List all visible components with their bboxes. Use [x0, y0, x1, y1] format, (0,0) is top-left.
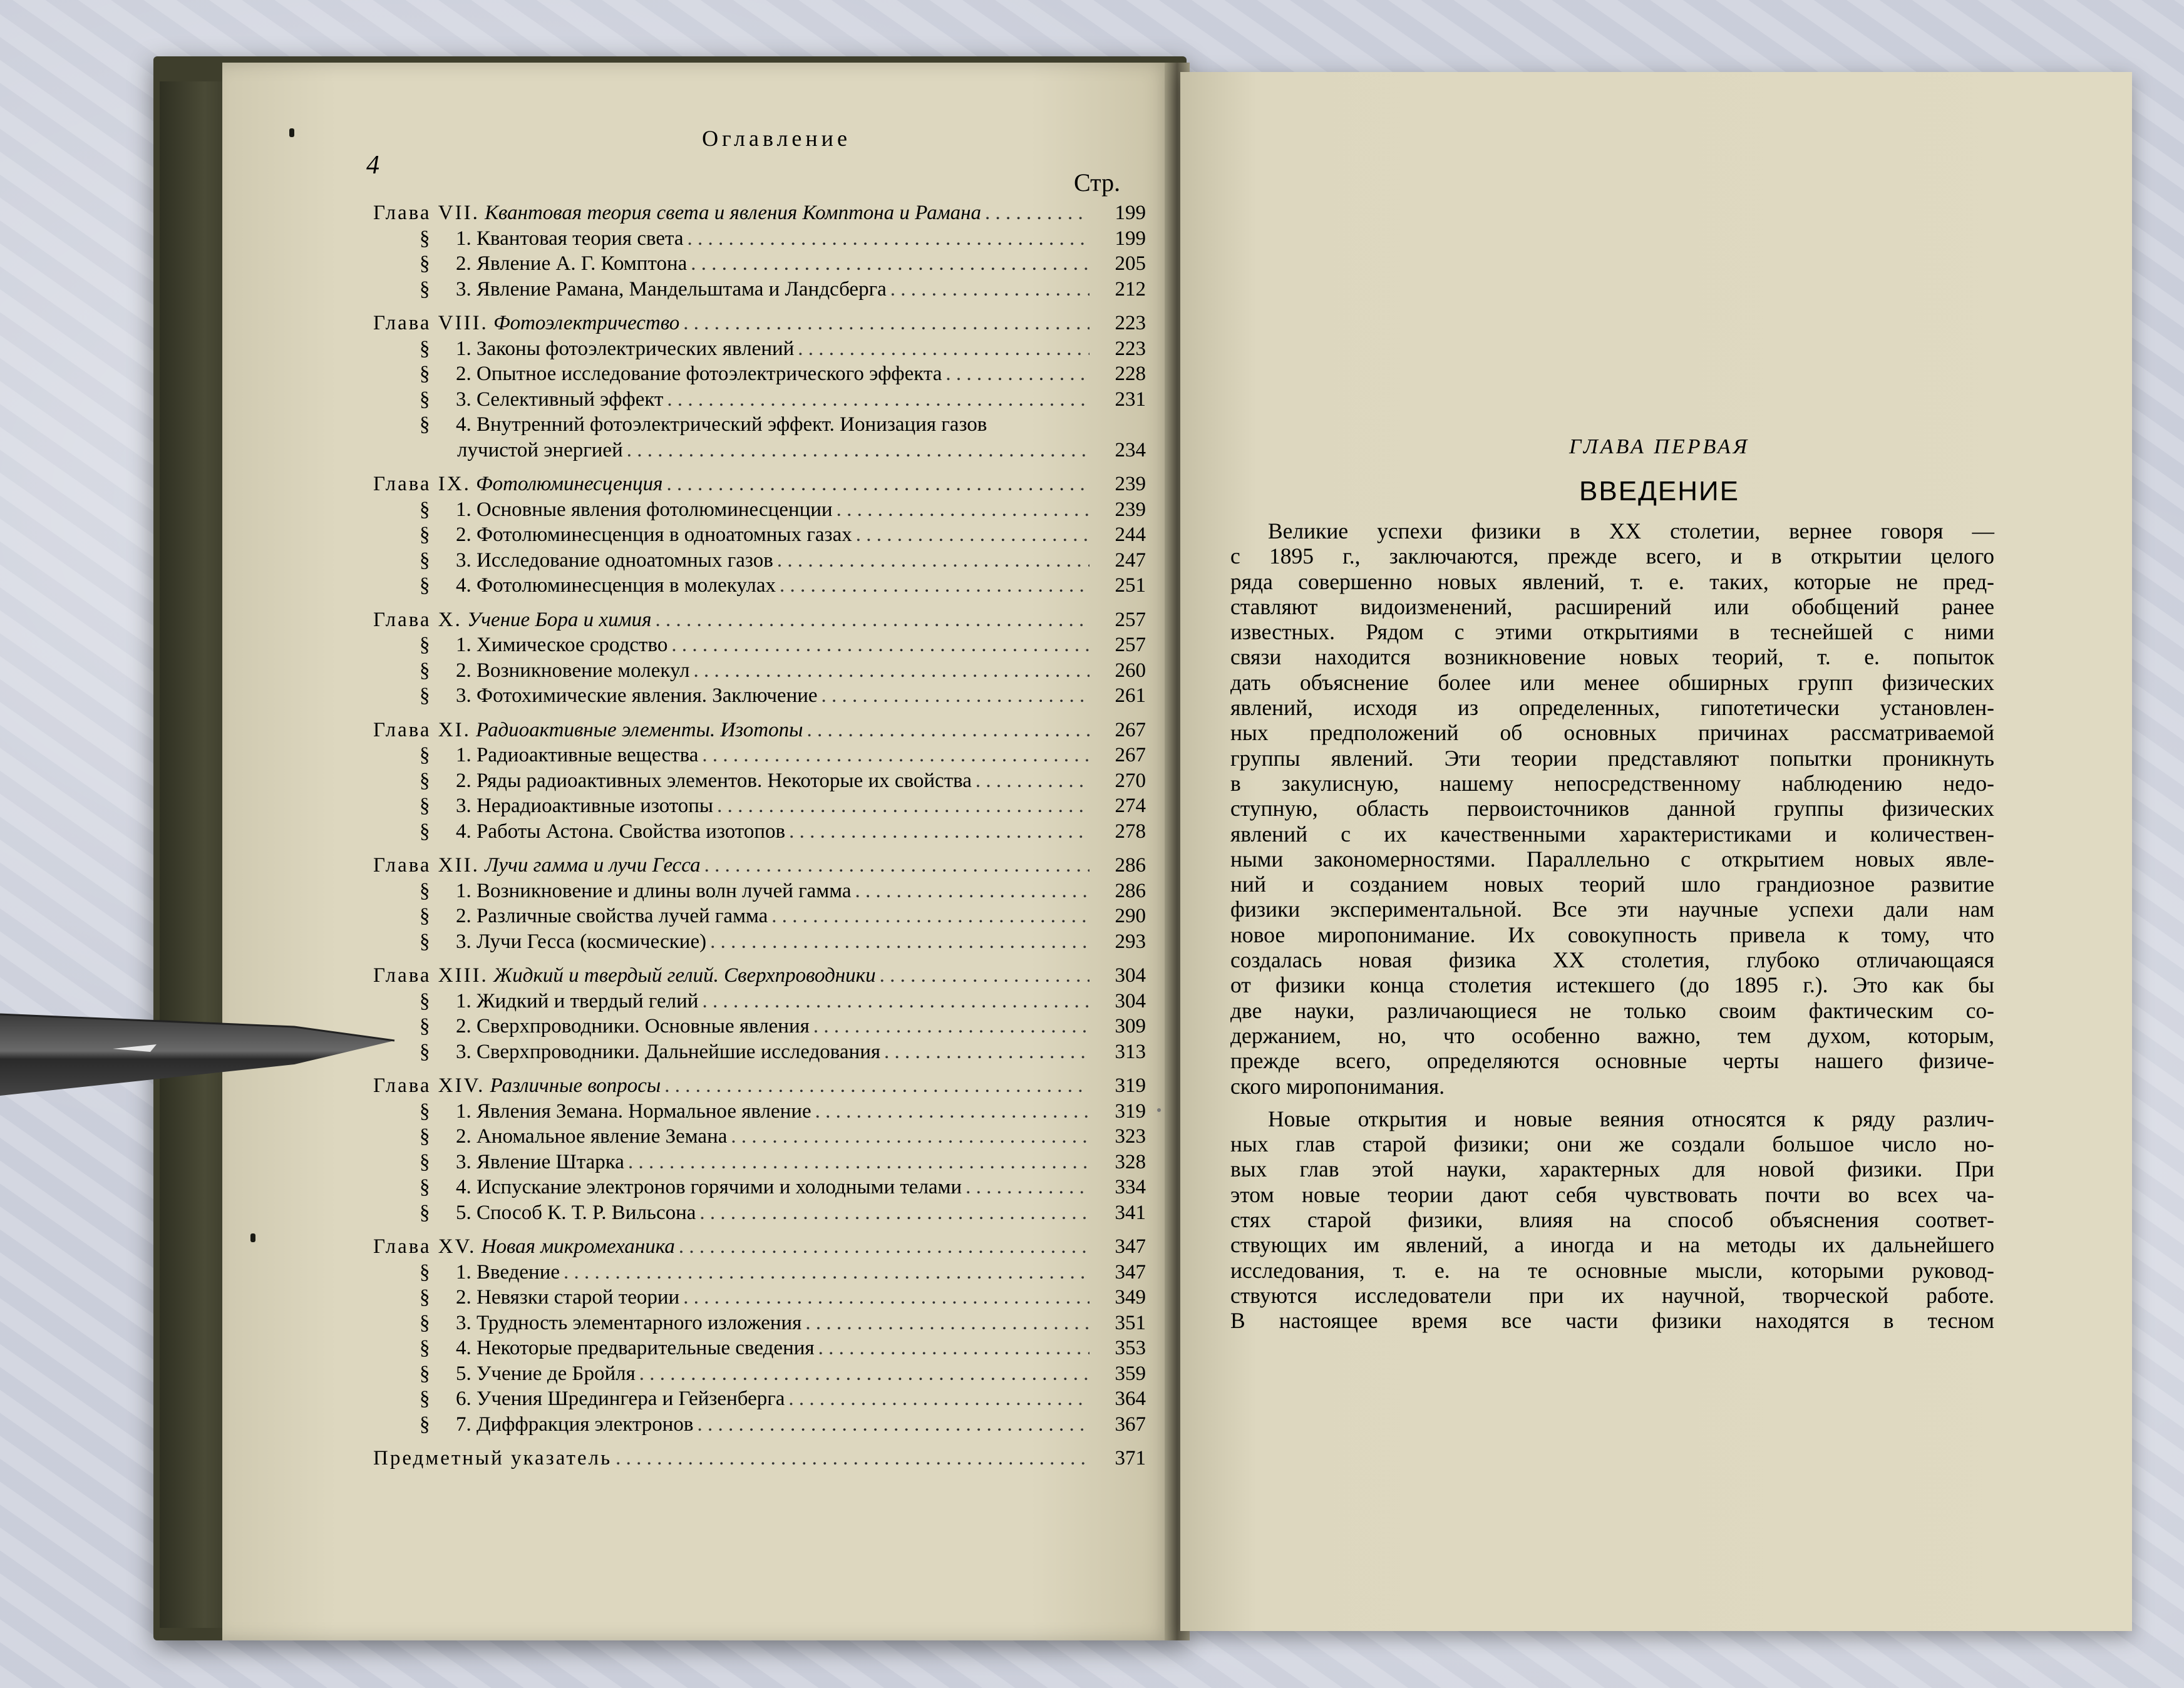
toc-section-row — [363, 1310, 1146, 1336]
body-line: дать объяснение более или менее обширных групп физических — [1230, 669, 1994, 695]
toc-section-row — [363, 929, 1146, 955]
toc-section-number: 1. — [456, 337, 471, 360]
toc-page-number: 293 — [1115, 930, 1146, 953]
section-sign: § — [420, 1311, 430, 1334]
toc-chapter-row — [363, 1234, 1146, 1260]
body-line: ставляют видоизменений, расширений или обобщений ранее — [1230, 594, 1994, 619]
toc-section-row — [363, 1335, 1146, 1361]
toc-chapter-row — [363, 311, 1146, 336]
toc-section-number: 3. — [456, 388, 471, 411]
toc-section-number: 3. — [456, 1311, 471, 1334]
toc-section-row — [363, 522, 1146, 548]
toc-chapter-label: Глава XIII. — [373, 964, 488, 987]
body-line: явлений, исходя из определенных, гипотетически установлен- — [1230, 695, 1994, 721]
toc-section-title: Сверхпроводники. Основные явления — [476, 1015, 810, 1037]
toc-section-row — [363, 251, 1146, 277]
section-sign: § — [420, 277, 430, 301]
toc-page-number: 257 — [1115, 634, 1146, 656]
toc-page-number: 239 — [1115, 498, 1146, 521]
toc-section-title: Явления Земана. Нормальное явление — [476, 1099, 811, 1123]
toc-section-row — [363, 573, 1146, 599]
section-sign: § — [420, 769, 430, 792]
toc-page-number: 278 — [1115, 820, 1146, 843]
toc-page-number: 309 — [1115, 1015, 1146, 1037]
toc-chapter-row — [363, 200, 1146, 226]
body-line: держанием, но, что особенно важно, тем духом, которым, — [1230, 1022, 1994, 1048]
toc-section-title: Лучи Гесса (космические) — [476, 930, 707, 953]
chapter-label: ГЛАВА ПЕРВАЯ — [1568, 435, 1750, 458]
toc-section-number: 3. — [456, 548, 471, 572]
toc-section-number: 4. — [456, 820, 471, 843]
section-sign: § — [420, 388, 430, 411]
toc-section-number: 3. — [456, 684, 471, 707]
toc-section-number: 5. — [456, 1201, 471, 1224]
toc-chapter-label: Глава XII. — [373, 854, 480, 877]
toc-section-number: 2. — [456, 1015, 471, 1037]
toc-section-row — [363, 1039, 1146, 1065]
section-sign: § — [420, 879, 430, 902]
toc-section-number: 1. — [456, 989, 471, 1012]
body-line: физики экспериментальной. Все эти научные успехи дали нам — [1230, 897, 1994, 922]
section-sign: § — [420, 659, 430, 682]
toc-chapter-label: Глава IX. — [373, 473, 471, 495]
section-sign: § — [420, 498, 430, 521]
toc-chapter-row — [363, 963, 1146, 989]
toc-section-number: 1. — [456, 1260, 471, 1284]
section-sign: § — [420, 252, 430, 275]
section-sign: § — [420, 1286, 430, 1309]
toc-section-row — [363, 277, 1146, 302]
toc-section-number: 2. — [456, 905, 471, 927]
toc-section-row — [363, 878, 1146, 904]
toc-page-number: 286 — [1115, 879, 1146, 902]
toc-page-number: 304 — [1115, 964, 1146, 987]
toc-section-number: 3. — [456, 1040, 471, 1063]
page-number: 4 — [366, 151, 379, 180]
body-line: ряда совершенно новых явлений, т. е. таких, которые не пред- — [1230, 569, 1994, 594]
toc-page-number: 313 — [1115, 1040, 1146, 1063]
body-line: группы явлений. Эти теории представляют попытки проникнуть — [1230, 745, 1994, 771]
body-line: Новые открытия и новые веяния относятся к ряду различ- — [1268, 1106, 1994, 1131]
toc-page-number: 212 — [1115, 277, 1146, 301]
toc-section-row — [363, 1124, 1146, 1150]
toc-section-row — [363, 989, 1146, 1014]
toc-section-number: 4. — [456, 574, 471, 597]
toc-page-number: 274 — [1115, 795, 1146, 817]
toc-chapter-label: Глава VII. — [373, 202, 480, 224]
toc-section-title: Аномальное явление Земана — [476, 1125, 728, 1148]
toc-section-row — [363, 1260, 1146, 1285]
toc-section-row — [363, 903, 1146, 929]
toc-page-number: 261 — [1115, 684, 1146, 707]
toc-page-number: 205 — [1115, 252, 1146, 275]
toc-page-number: 228 — [1115, 363, 1146, 385]
toc-page-number: 353 — [1115, 1337, 1146, 1359]
toc-section-title: Некоторые предварительные сведения — [476, 1337, 815, 1359]
section-sign: § — [420, 1337, 430, 1359]
toc-section-title: Основные явления фотолюминесценции — [476, 498, 833, 521]
toc-chapter-title: Радиоактивные элементы. Изотопы — [476, 718, 803, 741]
toc-section-row — [363, 548, 1146, 574]
body-line: ний и созданием новых теорий шло грандиозное развитие — [1230, 872, 1994, 897]
pages-column-label: Стр. — [1074, 168, 1121, 197]
section-sign: § — [420, 1150, 430, 1173]
toc-section-row — [363, 743, 1146, 768]
section-sign: § — [420, 574, 430, 597]
section-sign: § — [420, 744, 430, 766]
toc-page-number: 223 — [1115, 312, 1146, 334]
toc-section-title: Явление Штарка — [476, 1150, 624, 1173]
toc-chapter-title: Фотолюминесценция — [476, 473, 663, 495]
toc-page-number: 349 — [1115, 1286, 1146, 1309]
chapter-body-text — [1230, 518, 1994, 1334]
toc-section-row — [363, 683, 1146, 709]
toc-chapter-label: Глава XV. — [373, 1235, 476, 1258]
toc-section-number: 1. — [456, 634, 471, 656]
toc-section-number: 1. — [456, 1099, 471, 1123]
body-line: этом новые теории дают себя чувствовать почти во всех ча- — [1230, 1181, 1994, 1207]
section-sign: § — [420, 930, 430, 953]
body-line: от физики конца столетия истекшего (до 1895 г.). Это как бы — [1230, 972, 1994, 998]
toc-chapter-row — [363, 1073, 1146, 1099]
toc-page-number: 290 — [1115, 905, 1146, 927]
toc-section-number: 5. — [456, 1362, 471, 1385]
knife-blade-icon — [0, 1002, 401, 1102]
toc-section-row — [363, 819, 1146, 845]
toc-page-number: 347 — [1115, 1260, 1146, 1284]
toc-page-number: 257 — [1115, 608, 1146, 631]
toc-page-number: 199 — [1115, 227, 1146, 250]
toc-section-title: Фотолюминесценция в одноатомных газах — [476, 523, 852, 546]
toc-section-title: Учение де Бройля — [476, 1362, 636, 1385]
body-line: новое миропонимание. Их совокупность привела к тому, что — [1230, 922, 1994, 947]
toc-section-title: Диффракция электронов — [476, 1413, 694, 1436]
body-line: явлений с их качественными характеристиками и количествен- — [1230, 821, 1994, 847]
toc-chapter-label: Глава VIII. — [373, 312, 488, 334]
toc-page-number: 199 — [1115, 202, 1146, 224]
toc-page-number: 234 — [1115, 438, 1146, 461]
section-sign: § — [420, 1387, 430, 1410]
toc-section-row — [363, 1175, 1146, 1200]
toc-section-title: лучистой энергией — [457, 438, 623, 461]
toc-section-title: Трудность элементарного изложения — [476, 1311, 802, 1334]
section-sign: § — [420, 1260, 430, 1284]
toc-section-number: 4. — [456, 1337, 471, 1359]
toc-section-number: 2. — [456, 769, 471, 792]
toc-section-row — [363, 361, 1146, 387]
toc-section-row — [363, 497, 1146, 523]
toc-chapter-label: Глава XI. — [373, 718, 471, 741]
toc-page-number: 244 — [1115, 523, 1146, 546]
toc-section-row — [363, 336, 1146, 362]
section-sign: § — [420, 989, 430, 1012]
table-of-contents — [363, 200, 1146, 1471]
toc-chapter-title: Фотоэлектричество — [493, 312, 680, 334]
toc-page-number: 286 — [1115, 854, 1146, 877]
toc-section-title: Явление Рамана, Мандельштама и Ландсберга — [476, 277, 887, 301]
body-line: В настоящее время все части физики находятся в тесном — [1230, 1308, 1994, 1334]
body-line: ных предположений об основных причинах рассматриваемой — [1230, 720, 1994, 746]
toc-section-number: 3. — [456, 795, 471, 817]
section-sign: § — [420, 820, 430, 843]
toc-section-title: Химическое сродство — [476, 634, 668, 656]
toc-section-number: 4. — [456, 1176, 471, 1198]
toc-chapter-label: Глава XIV. — [373, 1074, 485, 1097]
toc-section-title: Радиоактивные вещества — [476, 744, 699, 766]
body-line: связи находится возникновение новых теорий, т. е. попыток — [1230, 644, 1994, 670]
toc-section-row — [363, 1412, 1146, 1438]
toc-section-title: Различные свойства лучей гамма — [476, 905, 768, 927]
section-sign: § — [420, 523, 430, 546]
body-line: ных глав старой физики; они же создали большое число но- — [1230, 1131, 1994, 1157]
toc-section-row — [363, 1150, 1146, 1175]
body-line: с 1895 г., заключаются, прежде всего, и в открытии целого — [1230, 543, 1994, 569]
toc-section-row — [363, 1361, 1146, 1387]
body-line: ствующих им явлений, а иногда и на методы их дальнейшего — [1230, 1232, 1994, 1258]
toc-section-title: Ряды радиоактивных элементов. Некоторые их свойства — [476, 769, 972, 792]
toc-page-number: 367 — [1115, 1413, 1146, 1436]
toc-page-number: 371 — [1115, 1447, 1146, 1469]
toc-chapter-title: Учение Бора и химия — [467, 608, 652, 631]
toc-page-number: 223 — [1115, 337, 1146, 360]
toc-section-row — [363, 1099, 1146, 1124]
section-sign: § — [420, 1125, 430, 1148]
toc-section-number: 2. — [456, 659, 471, 682]
section-sign: § — [420, 413, 430, 436]
toc-section-title: Учения Шредингера и Гейзенберга — [476, 1387, 785, 1410]
toc-page-number: 304 — [1115, 989, 1146, 1012]
section-sign: § — [420, 684, 430, 707]
section-sign: § — [420, 905, 430, 927]
toc-section-title: Нерадиоактивные изотопы — [476, 795, 714, 817]
toc-section-title: Невязки старой теории — [476, 1286, 680, 1309]
body-line: исследования, т. е. на те основные мысли, которыми руковод- — [1230, 1257, 1994, 1283]
toc-page-number: 267 — [1115, 718, 1146, 741]
toc-page-number: 267 — [1115, 744, 1146, 766]
toc-section-row — [363, 412, 1146, 438]
toc-section-title: Квантовая теория света — [476, 227, 684, 250]
toc-section-title: Сверхпроводники. Дальнейшие исследования — [476, 1040, 881, 1063]
toc-chapter-row — [363, 607, 1146, 633]
toc-section-number: 1. — [456, 744, 471, 766]
toc-section-row — [363, 387, 1146, 413]
toc-chapter-row — [363, 853, 1146, 878]
toc-chapter-label: Предметный указатель — [373, 1447, 612, 1469]
chapter-heading: ВВЕДЕНИЕ — [1579, 476, 1739, 507]
toc-section-number: 2. — [456, 523, 471, 546]
toc-page-number: 319 — [1115, 1074, 1146, 1097]
toc-section-title: Способ К. Т. Р. Вильсона — [476, 1201, 696, 1224]
toc-section-title: Испускание электронов горячими и холодными телами — [476, 1176, 962, 1198]
toc-page-number: 239 — [1115, 473, 1146, 495]
toc-chapter-row — [363, 718, 1146, 743]
toc-section-number: 3. — [456, 1150, 471, 1173]
toc-section-number: 4. — [456, 413, 471, 436]
toc-section-number: 3. — [456, 930, 471, 953]
body-line: ского миропонимания. — [1230, 1073, 1445, 1099]
toc-section-title: Опытное исследование фотоэлектрического эффекта — [476, 363, 942, 385]
toc-chapter-title: Различные вопросы — [490, 1074, 661, 1097]
toc-section-title: Исследование одноатомных газов — [476, 548, 773, 572]
toc-section-title: Возникновение молекул — [476, 659, 690, 682]
toc-section-row — [363, 1014, 1146, 1039]
toc-section-row — [363, 1285, 1146, 1310]
body-line: стях старой физики, влияя на способ объяснения соответ- — [1230, 1207, 1994, 1233]
toc-page-number: 251 — [1115, 574, 1146, 597]
toc-chapter-row — [363, 1446, 1146, 1471]
section-sign: § — [420, 1176, 430, 1198]
toc-page-number: 347 — [1115, 1235, 1146, 1258]
section-sign: § — [420, 227, 430, 250]
section-sign: § — [420, 1413, 430, 1436]
toc-section-number: 1. — [456, 227, 471, 250]
toc-section-row — [363, 632, 1146, 658]
body-line: в закулисную, нашему непосредственному наблюдению недо- — [1230, 770, 1994, 796]
toc-chapter-title: Квантовая теория света и явления Комптона и Рамана — [485, 202, 982, 224]
section-sign: § — [420, 1362, 430, 1385]
toc-section-number: 2. — [456, 363, 471, 385]
section-sign: § — [420, 1201, 430, 1224]
toc-section-number: 1. — [456, 498, 471, 521]
toc-section-row — [363, 768, 1146, 794]
toc-section-row — [363, 793, 1146, 819]
toc-chapter-label: Глава X. — [373, 608, 462, 631]
toc-chapter-title: Жидкий и твердый гелий. Сверхпроводники — [493, 964, 876, 987]
body-line: ствуются исследователи при их научной, творческой работе. — [1230, 1282, 1994, 1308]
toc-page-number: 260 — [1115, 659, 1146, 682]
toc-section-title: Явление А. Г. Комптона — [476, 252, 688, 275]
section-sign: § — [420, 1099, 430, 1123]
toc-page-number: 231 — [1115, 388, 1146, 411]
toc-section-title: Селективный эффект — [476, 388, 664, 411]
toc-section-title: Фотолюминесценция в молекулах — [476, 574, 776, 597]
toc-page-number: 351 — [1115, 1311, 1146, 1334]
toc-section-title: Фотохимические явления. Заключение — [476, 684, 818, 707]
toc-section-title: Работы Астона. Свойства изотопов — [476, 820, 786, 843]
toc-section-number: 1. — [456, 879, 471, 902]
section-sign: § — [420, 1015, 430, 1037]
toc-page-number: 359 — [1115, 1362, 1146, 1385]
toc-section-number: 2. — [456, 1125, 471, 1148]
section-sign: § — [420, 337, 430, 360]
toc-page-number: 247 — [1115, 548, 1146, 572]
toc-page-number: 341 — [1115, 1201, 1146, 1224]
toc-section-title: Введение — [476, 1260, 560, 1284]
toc-section-row — [363, 1200, 1146, 1226]
section-sign: § — [420, 1040, 430, 1063]
toc-page-number: 270 — [1115, 769, 1146, 792]
section-sign: § — [420, 795, 430, 817]
toc-page-number: 328 — [1115, 1150, 1146, 1173]
toc-page-number: 323 — [1115, 1125, 1146, 1148]
toc-section-number: 6. — [456, 1387, 471, 1410]
body-line: прежде всего, определяются основные черты нашего физиче- — [1230, 1048, 1994, 1074]
section-sign: § — [420, 363, 430, 385]
body-line: создалась новая физика XX столетия, глубоко отличающаяся — [1230, 947, 1994, 973]
toc-section-row — [363, 226, 1146, 252]
toc-section-number: 7. — [456, 1413, 471, 1436]
section-sign: § — [420, 634, 430, 656]
body-line: две науки, различающиеся не только своим фактическим со- — [1230, 997, 1994, 1023]
toc-section-row — [363, 1386, 1146, 1412]
toc-chapter-title: Новая микромеханика — [481, 1235, 675, 1258]
toc-title: Оглавление — [702, 126, 851, 151]
body-line: ными закономерностями. Параллельно с открытием новых явле- — [1230, 846, 1994, 872]
toc-section-title: Жидкий и твердый гелий — [476, 989, 699, 1012]
body-line: Великие успехи физики в XX столетии, вернее говоря — — [1268, 518, 1994, 543]
toc-section-number: 3. — [456, 277, 471, 301]
body-line: известных. Рядом с этими открытиями в теснейшей с ними — [1230, 619, 1994, 645]
toc-page-number: 364 — [1115, 1387, 1146, 1410]
body-line: ступную, область первоисточников данной группы физических — [1230, 796, 1994, 821]
toc-chapter-row — [363, 471, 1146, 497]
toc-section-title: Законы фотоэлектрических явлений — [476, 337, 795, 360]
body-line: вых глав этой науки, характерных для новой физики. При — [1230, 1156, 1994, 1182]
toc-section-number: 2. — [456, 252, 471, 275]
toc-chapter-title: Лучи гамма и лучи Гесса — [485, 854, 701, 877]
toc-section-title: Возникновение и длины волн лучей гамма — [476, 879, 852, 902]
toc-section-row — [363, 658, 1146, 684]
toc-page-number: 334 — [1115, 1176, 1146, 1198]
section-sign: § — [420, 548, 430, 572]
toc-page-number: 319 — [1115, 1099, 1146, 1123]
toc-section-number: 2. — [456, 1286, 471, 1309]
toc-section-title: Внутренний фотоэлектрический эффект. Ионизация газов — [476, 413, 987, 436]
toc-section-row — [363, 438, 1146, 463]
